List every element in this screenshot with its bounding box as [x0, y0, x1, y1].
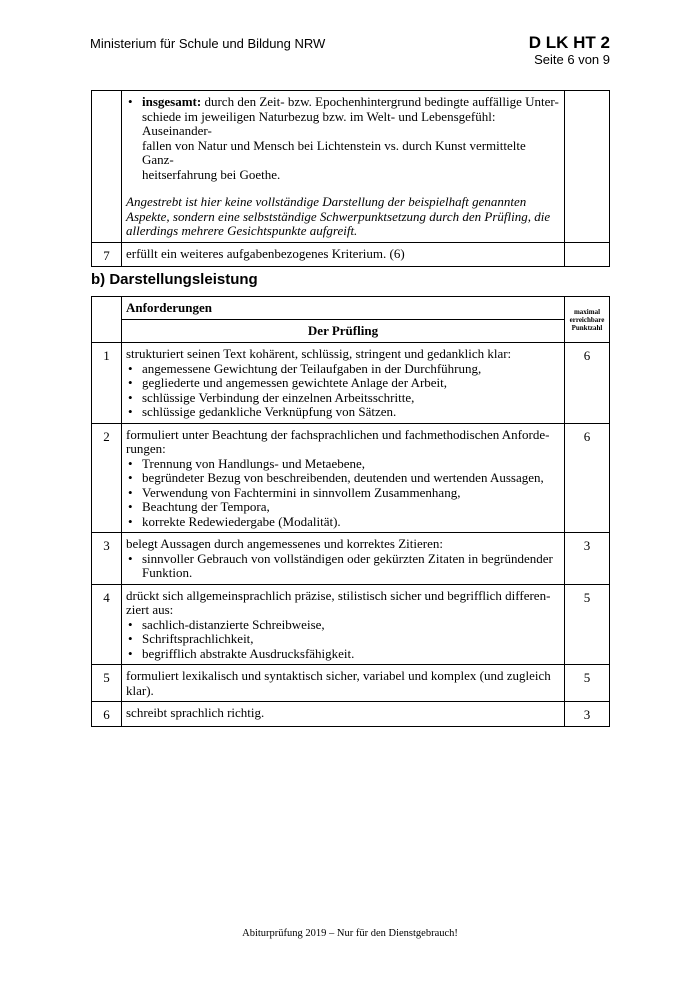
- max-points-label: maximal: [573, 307, 601, 316]
- ministry-name: Ministerium für Schule und Bildung NRW: [90, 36, 326, 51]
- line-text: drückt sich allgemeinsprachlich präzise, stilistisch sicher und begrifflich differen-: [126, 587, 551, 603]
- list-item: • schlüssige gedankliche Verknüpfung von Sätzen.: [142, 405, 560, 420]
- bullet-list: [126, 618, 560, 662]
- max-points-header: [565, 297, 610, 343]
- line-text: klar).: [126, 682, 154, 698]
- criteria-intro: [126, 589, 560, 618]
- line-text: ziert aus:: [126, 602, 174, 617]
- criteria-text: schreibt sprachlich richtig.: [122, 702, 565, 727]
- bullet-list: [126, 362, 560, 420]
- list-item: • sinnvoller Gebrauch von vollständigen oder gekürzten Zitaten in begründender Funktion.: [142, 552, 560, 581]
- table-row: [92, 242, 610, 267]
- line-text: heitserfahrung bei Goethe.: [142, 166, 281, 182]
- footer-note: Abiturprüfung 2019 – Nur für den Dienstgebrauch!: [242, 928, 458, 939]
- requirements-header: Anforderungen: [122, 297, 565, 320]
- bold-lead: insgesamt:: [142, 94, 202, 109]
- list-item: • Schriftsprachlichkeit,: [142, 632, 560, 647]
- page-number: Seite 6 von 9: [534, 52, 610, 67]
- table-header-row: [92, 297, 610, 320]
- points-cell: 5: [565, 665, 610, 702]
- row-number: 7: [92, 242, 122, 267]
- line-text: formuliert unter Beachtung der fachsprachlichen und fachmethodischen Anforde-: [126, 426, 550, 442]
- bullet-list: [126, 95, 560, 182]
- list-item: • sachlich-distanzierte Schreibweise,: [142, 618, 560, 633]
- header-num-cell: [92, 297, 122, 343]
- list-item: • gegliederte und angemessen gewichtete Anlage der Arbeit,: [142, 376, 560, 391]
- criteria-text: [122, 343, 565, 424]
- points-cell: 5: [565, 584, 610, 665]
- criteria-text: [122, 533, 565, 585]
- table-row: [92, 584, 610, 665]
- bullet-list: [126, 552, 560, 581]
- criteria-text: [122, 91, 565, 243]
- points-cell: 3: [565, 533, 610, 585]
- bullet-list: [126, 457, 560, 530]
- criteria-text: [122, 584, 565, 665]
- document-header: [529, 34, 610, 68]
- criteria-intro: belegt Aussagen durch angemessenes und korrektes Zitieren:: [126, 536, 443, 551]
- criteria-text: [122, 423, 565, 533]
- max-points-label: erreichbare: [569, 315, 605, 324]
- max-points-label: Punktzahl: [571, 323, 603, 332]
- row-number: [92, 91, 122, 243]
- table-row: [92, 91, 610, 243]
- criteria-intro: [126, 428, 560, 457]
- points-cell: 6: [565, 343, 610, 424]
- points-cell: 3: [565, 702, 610, 727]
- points-cell: 6: [565, 423, 610, 533]
- row-number: 5: [92, 665, 122, 702]
- row-number: 2: [92, 423, 122, 533]
- list-item: • Verwendung von Fachtermini in sinnvollem Zusammenhang,: [142, 486, 560, 501]
- list-item: [142, 95, 560, 182]
- document-code: D LK HT 2: [528, 33, 610, 52]
- points-cell: [565, 242, 610, 267]
- candidate-header: Der Prüfling: [122, 319, 565, 343]
- row-number: 4: [92, 584, 122, 665]
- list-item: • korrekte Redewiedergabe (Modalität).: [142, 515, 560, 530]
- presentation-criteria-table: [91, 296, 610, 727]
- criteria-text: erfüllt ein weiteres aufgabenbezogenes Kriterium. (6): [122, 242, 565, 267]
- list-item: • angemessene Gewichtung der Teilaufgaben in der Durchführung,: [142, 362, 560, 377]
- assessment-note: Angestrebt ist hier keine vollständige Darstellung der beispielhaft genannten Aspekte, sondern eine selbstständige Schwerpunktsetzung durch den Prüfling, die allerdings mehrere Gesichtspunkte aufgreift.: [126, 194, 551, 238]
- list-item: • begründeter Bezug von beschreibenden, deutenden und wertenden Aussagen,: [142, 471, 560, 486]
- section-title: b) Darstellungsleistung: [91, 271, 258, 288]
- criteria-text: [122, 665, 565, 702]
- table-row: [92, 702, 610, 727]
- line-text: formuliert lexikalisch und syntaktisch sicher, variabel und komplex (und zugleich: [126, 668, 551, 683]
- row-number: 3: [92, 533, 122, 585]
- list-item: • Beachtung der Tempora,: [142, 500, 560, 515]
- line-text: fallen von Natur und Mensch bei Lichtenstein vs. durch Kunst vermittelte Ganz-: [142, 137, 526, 167]
- criteria-intro: strukturiert seinen Text kohärent, schlüssig, stringent und gedanklich klar:: [126, 346, 512, 361]
- table-row: [92, 423, 610, 533]
- points-cell: [565, 91, 610, 243]
- line-text: schiede im jeweiligen Naturbezug bzw. im Welt- und Lebensgefühl: Auseinander-: [142, 108, 496, 138]
- list-item: • schlüssige Verbindung der einzelnen Arbeitsschritte,: [142, 391, 560, 406]
- row-number: 6: [92, 702, 122, 727]
- row-number: 1: [92, 343, 122, 424]
- list-item: • begrifflich abstrakte Ausdrucksfähigkeit.: [142, 647, 560, 662]
- line-text: rungen:: [126, 441, 166, 456]
- line-text: durch den Zeit- bzw. Epochenhintergrund bedingte auffällige Unter-: [201, 94, 559, 109]
- table-header-row: [92, 319, 610, 343]
- table-row: [92, 343, 610, 424]
- table-row: [92, 665, 610, 702]
- table-row: [92, 533, 610, 585]
- list-item: • Trennung von Handlungs- und Metaebene,: [142, 457, 560, 472]
- criteria-table-content: [91, 90, 610, 267]
